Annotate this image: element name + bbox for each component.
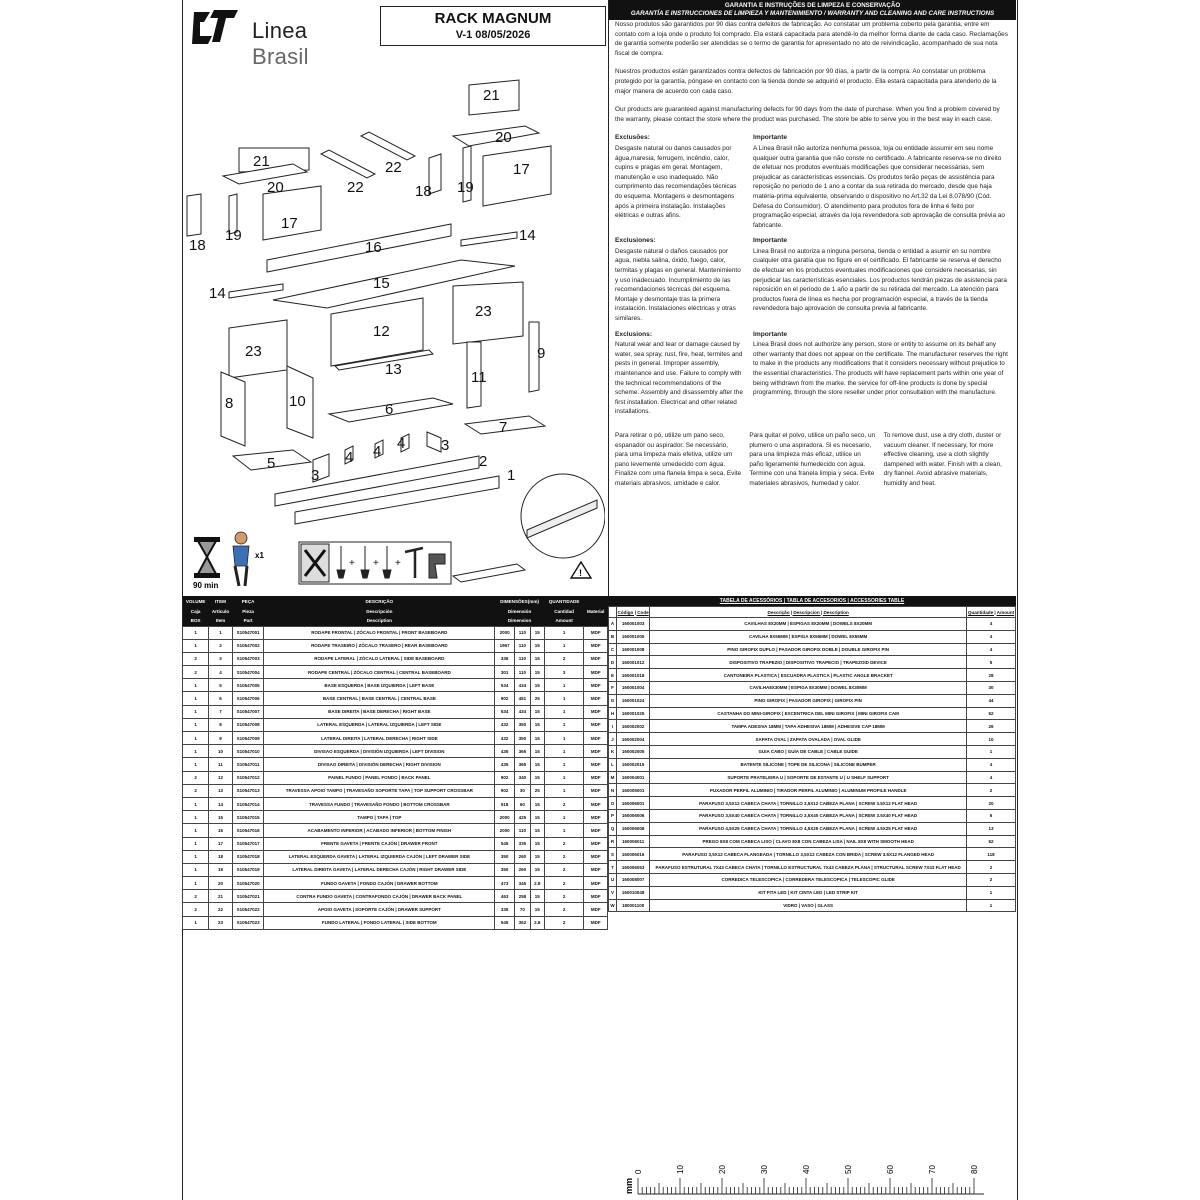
label-5: 5: [267, 455, 276, 472]
warranty-section: [608, 0, 1016, 596]
table-row: 2 4 S10547004 RODAPE CENTRAL | ZÓCALO CENTRAL | CENTRAL BASEBOARD 301 110 15 3 MDF: [183, 666, 608, 679]
table-row: 1 16 S10547016 ACABAMENTO INFERIOR | ACABADO INFERIOR | BOTTOM FINISH 2000 110 15 1 MDF: [183, 824, 608, 837]
product-title: RACK MAGNUM: [434, 10, 552, 27]
label-12: 12: [373, 323, 390, 340]
table-row: 1 6 S10547006 BASE CENTRAL | BASE CENTRAL | CENTRAL BASE 902 451 25 1 MDF: [183, 692, 608, 705]
warranty-block-en: Exclusions: Natural wear and tear or damage caused by water, sea spray, rust, fire, heat, termites and pests in general. Improper assembly, maintenance and use. Failure to comply with the technical recommendations of the scheme. Assembly and disassembly after the first installation. Electrical and other related installations. Importante Linea Brasil does not authorize any person, store or entity to assume on its behalf any other warranty that does not appear on the certificate. The manufacturer reserves the right to make in the products any modifications that it considers necessary without prejudice to the essential characteristics. The products will have replacement parts within one year of being withdrawn from the marke. the service for off-line products is done by special programming, through the store reseller under prior consultation with the manufacture.: [615, 330, 1008, 416]
table-row: 1 7 S10547007 BASE DIREITA | BASE DERECHA | RIGHT BASE 534 434 15 1 MDF: [183, 705, 608, 718]
label-6: 6: [385, 401, 394, 418]
table-row: 1 15 S10547015 TAMPO | TAPA | TOP 2000 425 15 1 MDF: [183, 811, 608, 824]
table-row: O 160006001 PARAFUSO 3,5X12 CABECA CHATA | TORNILLO 3,5X12 CABEZA PLANA | SCREW 3.5X12 FLAT HEAD 20: [609, 797, 1016, 810]
label-22-right: 22: [385, 159, 402, 176]
part-14-right: [461, 232, 517, 246]
table-row: N 160005001 PUXADOR PERFIL ALUMINIO | TIRADOR PERFIL ALUMINIO | ALUMINUM PROFILE HANDLE 2: [609, 784, 1016, 797]
table-row: 2 22 S10547022 APOIO GAVETA | SOPORTE CAJÓN | DRAWER SUPPORT 335 70 15 2 MDF: [183, 903, 608, 916]
table-row: 1 10 S10547010 DIVISAO ESQUERDA | DIVISIÓN IZQUIERDA | LEFT DIVISION 435 365 15 1 MDF: [183, 745, 608, 758]
table-row: V 160010048 KIT FITA LED | KIT CINTA LED | LED STRIP KIT 1: [609, 886, 1016, 899]
warranty-para-es: Nuestros productos están garantizados contra defectos de fabricación por 90 días, a partir de la compra. Ao constatar un problema protegido por la garantía, póngase en contacto con la tienda donde se adquirió el producto. Ella estará capacitada para atenderlo de la major manera de acuerdo con cada caso.: [615, 68, 997, 95]
table-row: 1 14 S10547014 TRAVESSA FUNDO | TRAVESAÑO FONDO | BOTTOM CROSSBAR 518 60 15 2 MDF: [183, 797, 608, 810]
label-13: 13: [385, 361, 402, 378]
table-row: B 160001005 CAVILHA 8X55MM | ESPIGA 8X55MM | DOWEL 8X55MM 4: [609, 630, 1016, 643]
table-row: 2 21 S10547021 CONTRA FUNDO GAVETA | CONTRAFONDO CAJÓN | DRAWER BACK PANEL 463 258 15 2 MDF: [183, 890, 608, 903]
part-22-right: [361, 132, 415, 160]
label-8: 8: [225, 395, 234, 412]
person-icon: [233, 532, 249, 586]
label-4c: 4: [397, 435, 406, 452]
ruler-label: 80: [970, 1165, 979, 1174]
ruler-drawing: [624, 1150, 990, 1196]
label-2: 2: [479, 453, 488, 470]
label-19-right: 19: [457, 179, 474, 196]
label-23-left: 23: [245, 343, 262, 360]
label-23-right: 23: [475, 303, 492, 320]
label-18-left: 18: [189, 237, 206, 254]
warranty-title-bar: [609, 0, 1016, 20]
warranty-title-pt: GARANTIA E INSTRUÇÕES DE LIMPEZA E CONSERVAÇÃO: [724, 2, 901, 9]
label-3-right: 3: [441, 437, 450, 454]
label-10: 10: [289, 393, 306, 410]
label-3-left: 3: [311, 467, 320, 484]
cleaning-pt: Para retirar o pó, utilize um pano seco, espanador ou aspirador. Se necessário, para uma limpeza mais efetiva, utilize um pano levemente umedecido com água. Finalize com uma flanela limpa e seca. Evite materiais abrasivos, umidade e calor.: [615, 431, 742, 487]
table-row: 1 18 S10547018 LATERAL ESQUERDA GAVETA | LATERAL IZQUIERDA CAJÓN | LEFT DRAWER SIDE 350 260 15 2 MDF: [183, 850, 608, 863]
parts-header-row-1: VOLUME ITEM PEÇA DESCRIÇÃO DIMENSÕES(mm) QUANTIDADE: [183, 596, 608, 606]
version-date: V-1 08/05/2026: [455, 29, 531, 41]
table-row: 1 17 S10547017 FRENTE GAVETA | FRENTE CAJÓN | DRAWER FRONT 545 335 15 2 MDF: [183, 837, 608, 850]
cleaning-instructions: [609, 423, 1016, 489]
measurement-ruler: [624, 1150, 990, 1196]
cleaning-en: To remove dust, use a dry cloth, duster or vacuum cleaner. If necessary, for more effective cleaning, use a cloth slightly dampened with water. Finish with a clean, dry flannel. Avoid abrasive materials, humidity and heat.: [883, 431, 1002, 487]
label-21-right: 21: [483, 87, 500, 104]
table-row: 1 11 S10547011 DIVISAO DIREITA | DIVISIÓN DERECHA | RIGHT DIVISION 435 365 15 1 MDF: [183, 758, 608, 771]
table-row: W 180001100 VIDRO | VASO | GLASS 1: [609, 899, 1016, 912]
warranty-text: [609, 20, 1016, 124]
brand-name: Linea Brasil: [252, 18, 309, 69]
table-row: S 160006016 PARAFUSO 3,5X12 CABECA FLANGEADA | TORNILLO 3,5X12 CABEZA CON BRIDA | SCREW 3.5X12 FLANGED HEAD 118: [609, 848, 1016, 861]
label-22-left: 22: [347, 179, 364, 196]
label-9: 9: [537, 345, 546, 362]
warranty-para-pt: Nosso produtos são garantidos por 90 dias contra defeitos de fabricação. Ao constatar um problema coberto pela garantia, entre em contato com a loja onde o produto foi comprado. Ela estará capacitada para atendê-lo da melhor forma diante de cada caso. Reclamações de garantia somente poderão ser atendidas se o termo de garantia for apresentado no ato de reivindicação, acompanhado de sua nota fiscal de compra.: [615, 21, 1008, 57]
warranty-block-es: Exclusiones: Desgaste natural o daños causados por agua, niebla salina, óxido, fuego, calor, termitas y plagas en general. Mantenimiento y uso inadecuado. Incumplimiento de las recomendaciones técnicas del esquema. Montaje y desmontaje tras la primera instalación. Instalaciones eléctricas y otras similares. Importante Linea Brasil no autoriza a ninguna persona, tienda o entidad a asumir en su nombre cualquier otra garatía que no figure en el certificado. El fabricante se reserva el derecho de efectuar en los productos eventuales modificaciones que considere necesarias, sin perjudicar las características esenciales. Los productos tendrán piezas de asistencia para reposición en el período de 1 año a partir de su retirada del mercado. La atención para productos fuera de línea es hecha por programación especial, a través de la tienda revendedora bajo aprovación de consulta previa al fabricante.: [615, 237, 1007, 323]
product-title-box: [380, 6, 606, 46]
tools-icon: [299, 542, 451, 584]
ruler-label: 30: [760, 1165, 769, 1174]
label-19-left: 19: [225, 227, 242, 244]
table-row: A 160001003 CAVILHAS 8X20MM | ESPIGAS 8X20MM | DOWELS 8X20MM 4: [609, 618, 1016, 631]
brand-logo: [190, 6, 370, 69]
assembler-count: x1: [255, 551, 264, 560]
cleaning-es: Para quitar el polvo, utilice un paño seco, un plumero o una aspiradora. Si es necesario, para una limpieza más eficaz, utilice un paño ligeramente humedecido con agua. Termine con una franela limpia y seca. Evite materiales abrasivos, humedad y calor.: [749, 431, 876, 487]
svg-text:+: +: [373, 558, 379, 569]
part-14-left: [229, 284, 283, 298]
ruler-label: 20: [718, 1165, 727, 1174]
warranty-para-en: Our products are guaranteed against manufacturing defects for 90 days from the date of purchase. When you find a problem covered by the warranty, please contact the store where the product was purchased. The store be able to serve you in the best way in each case.: [615, 106, 1000, 123]
label-15: 15: [373, 275, 390, 292]
svg-text:+: +: [395, 558, 401, 569]
exploded-assembly-diagram: [183, 60, 605, 590]
table-row: G 160001024 PINO GIROFIX | PASADOR GIROFIX | GIROFIX PIN 44: [609, 694, 1016, 707]
table-row: Q 160006008 PARAFUSO 4,5X25 CABECA CHATA | TORNILLO 4,5X25 CABEZA PLANA | SCREW 4.5X25 FLAT HEAD 13: [609, 822, 1016, 835]
table-row: 2 13 S10547013 TRAVESSA APOIO TAMPO | TRAVESAÑO SOPORTE TAPA | TOP SUPPORT CROSSBAR 902 30 25 1 MDF: [183, 784, 608, 797]
table-row: H 160001025 CASTANHA DO MINI-GIROFIX | EXCENTRICA DEL MINI GIROFIX | MINI GIROFIX CAM 52: [609, 707, 1016, 720]
accessories-title: TABELA DE ACESSÓRIOS | TABLA DE ACCESORIOS | ACCESSORIES TABLE: [608, 596, 1016, 606]
exploded-view-drawing: [183, 60, 605, 590]
table-row: P 160006006 PARAFUSO 3,5X40 CABECA CHATA | TORNILLO 3,5X40 CABEZA PLANA | SCREW 3.5X40 FLAT HEAD 6: [609, 809, 1016, 822]
label-14-right: 14: [519, 227, 536, 244]
table-row: F 160001004 CAVILHA8X30MM | ESPIGA 8X30MM | DOWEL 8X30MM 30: [609, 681, 1016, 694]
ruler-unit: mm: [624, 1177, 634, 1194]
table-row: K 160002005 GUIA CABO | GUÍA DE CABLE | CABLE GUIDE 1: [609, 745, 1016, 758]
svg-text:!: !: [579, 568, 582, 578]
label-17-left: 17: [281, 215, 298, 232]
label-4a: 4: [345, 449, 354, 466]
table-row: T 160006053 PARAFUSO ESTRUTURAL 7X43 CABECA CHATA | TORNILLO ESTRUCTURAL 7X43 CABEZA PLANA | STRUCTURAL SCREW 7X43 FLAT HEAD 2: [609, 861, 1016, 874]
table-row: 1 23 S10547023 FUNDO LATERAL | FONDO LATERAL | SIDE BOTTOM 545 362 2.8 2 MDF: [183, 916, 608, 929]
part-22-left: [321, 150, 375, 178]
table-row: 2 3 S10547003 RODAPE LATERAL | ZÓCALO LATERAL | SIDE BASEBOARD 336 110 15 2 MDF: [183, 652, 608, 665]
accessories-table: [608, 596, 1016, 912]
hourglass-icon: [195, 538, 219, 577]
table-row: M 160004001 SUPORTE PRATELEIRA U | SOPORTE DE ESTANTE U | U SHELF SUPPORT 4: [609, 771, 1016, 784]
table-row: U 160008007 CORREDICA TELESCOPICA | CORREDERA TELESCOPICA | TELESCOPIC GLIDE 2: [609, 873, 1016, 886]
label-11: 11: [471, 369, 487, 386]
table-row: 1 20 S10547020 FUNDO GAVETA | FONDO CAJÓN | DRAWER BOTTOM 473 345 2.8 2 MDF: [183, 877, 608, 890]
ruler-label: 40: [802, 1165, 811, 1174]
label-21-left: 21: [253, 153, 270, 170]
table-row: E 160001018 CANTONEIRA PLASTICA | ESCUADRA PLASTICA | PLASTIC ANGLE BRACKET 28: [609, 669, 1016, 682]
ruler-label: 60: [886, 1165, 895, 1174]
label-4b: 4: [373, 443, 382, 460]
label-14-left: 14: [209, 285, 226, 302]
accessories-header-row: Código | Code Descrição | Descripcion | Description Quantidade | Amount: [609, 607, 1016, 618]
parts-header-row-2: Caja Artículo Pieza Descripción Dimensión Cantidad Material: [183, 606, 608, 616]
table-row: 2 12 S10547012 PAINEL FUNDO | PANEL FONDO | BACK PANEL 902 340 15 1 MDF: [183, 771, 608, 784]
parts-header-row-3: BOX Item Part Description Dimension Amount: [183, 616, 608, 626]
linea-brasil-logo-icon: [190, 6, 242, 48]
label-16: 16: [365, 239, 382, 256]
table-row: 1 19 S10547019 LATERAL DIREITA GAVETA | LATERAL DERECHA CAJÓN | RIGHT DRAWER SIDE 350 260 15 2 MDF: [183, 863, 608, 876]
table-row: C 160001008 PINO GIROFIX DUPLO | PASADOR GIROFIX DOBLE | DOUBLE GIROFIX PIN 4: [609, 643, 1016, 656]
assembly-time: 90 min: [193, 581, 219, 590]
label-20-right: 20: [495, 129, 512, 146]
table-row: 1 1 S10547001 RODAPE FRONTAL | ZÓCALO FRONTAL | FRONT BASEBOARD 2000 110 15 1 MDF: [183, 626, 608, 639]
part-3-right: [427, 432, 441, 452]
ruler-label: 50: [844, 1165, 853, 1174]
table-row: 1 9 S10547009 LATERAL DIREITA | LATERAL DERECHA | RIGHT SIDE 432 350 15 1 MDF: [183, 732, 608, 745]
parts-table: [182, 596, 608, 930]
table-row: I 160002002 TAMPA ADESIVA 18MM | TAPA ADHESIVA 18MM | ADHESIVE CAP 18MM 26: [609, 720, 1016, 733]
ruler-label: 10: [676, 1165, 685, 1174]
table-row: D 160001012 DISPOSITIVO TRAPEZIO | DISPOSITIVO TRAPECIO | TRAPEZOID DEVICE 5: [609, 656, 1016, 669]
label-7: 7: [499, 419, 508, 436]
label-1: 1: [507, 467, 516, 484]
table-row: R 160006011 PREGO 8X8 COM CABECA LISO | CLAVO 8X8 CON CABEZA LISA | NAIL 8X8 WITH SMOOTH HEAD 52: [609, 835, 1016, 848]
warranty-block-pt: Exclusões: Desgaste natural ou danos causados por água,maresia, ferrugem, incêndio, calor, cupins e pragas em geral. Montagem, manutenção e uso inadequado. Não cumprimento das recomendações técnicas do esquema. Montagens e desmontagens após a primeira instalação. Instalações elétricas e outras afins. Importante A Linea Brasil não autoriza nenhuma pessoa, loja ou entidade assumir em seu nome qualquer outra garantia que não conste no certificado. A fabricante reserva-se no direito de efetuar nos produtos eventuais modificações que considerar necessárias, sem prejudicar as características essenciais. Os produtos terão peças de assistência para reposição no período de 1 ano a contar da sua retirada do mercado, desde que haja matéria-prima equivalente, observando o dispositivo no Art.32 da Lei 8.078/90 (Cód. Defesa do Consumidor). O atendimento para produtos fora de linha é feito por programação especial, através da loja revendedora sob aprovação de consulta prévia ao fabricante.: [615, 134, 1005, 229]
table-row: L 160002015 BATENTE SILICONE | TOPE DE SILICONA | SILICONE BUMPER 4: [609, 758, 1016, 771]
label-17-right: 17: [513, 161, 530, 178]
table-row: 1 2 S10547002 RODAPE TRASEIRO | ZÓCALO TRASERO | REAR BASEBOARD 1967 110 15 1 MDF: [183, 639, 608, 652]
ruler-label: 0: [634, 1169, 643, 1174]
ruler-label: 70: [928, 1165, 937, 1174]
table-row: J 160002004 SAPATA OVAL | ZAPATA OVALADA | OVAL GLIDE 10: [609, 733, 1016, 746]
warranty-title-multi: GARANTÍA E INSTRUCCIONES DE LIMPIEZA Y MANTENIMIENTO / WARRANTY AND CLEANING AND CARE INSTRUCTIONS: [630, 9, 995, 17]
svg-text:+: +: [349, 558, 355, 569]
label-18-right: 18: [415, 183, 432, 200]
table-row: 1 5 S10547005 BASE ESQUERDA | BASE IZQUIERDA | LEFT BASE 534 434 15 1 MDF: [183, 679, 608, 692]
table-row: 1 8 S10547008 LATERAL ESQUERDA | LATERAL IZQUIERDA | LEFT SIDE 432 350 15 1 MDF: [183, 718, 608, 731]
label-20-left: 20: [267, 179, 284, 196]
